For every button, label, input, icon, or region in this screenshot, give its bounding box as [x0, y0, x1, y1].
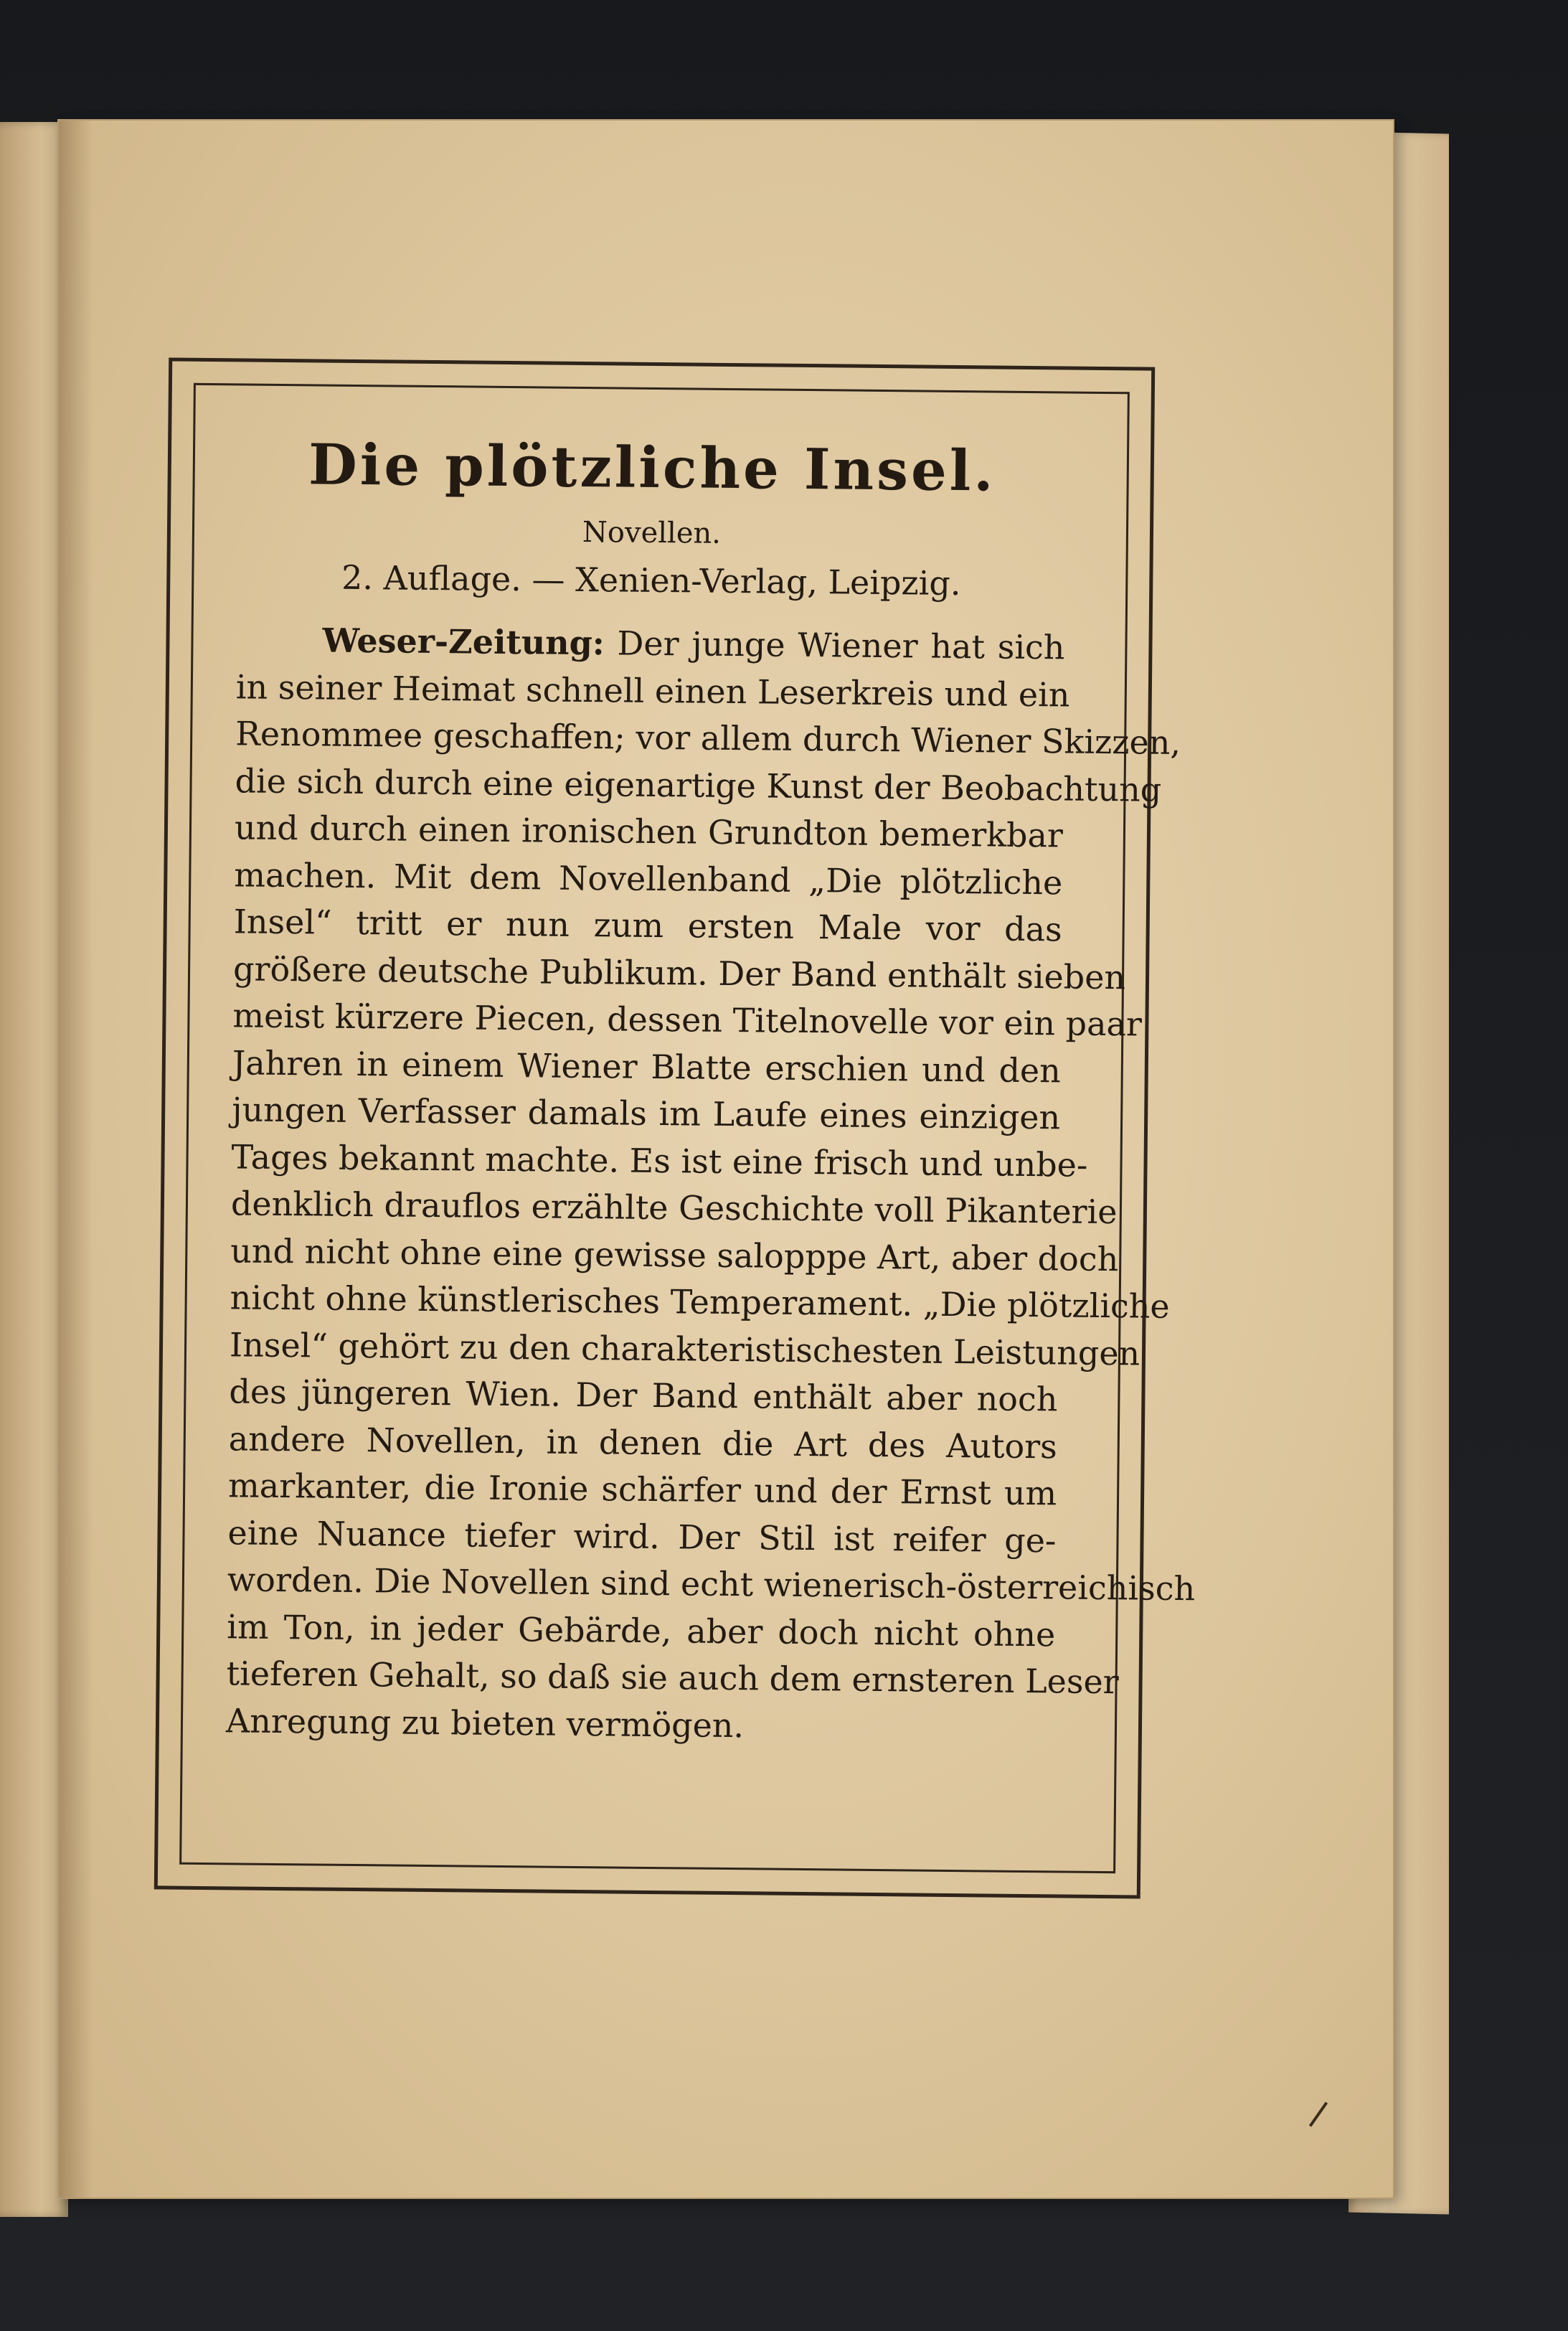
review-line: Tages bekannt machte. Es ist eine frisch und unbe- [231, 1136, 1088, 1185]
review-text [225, 616, 1196, 1752]
review-line: in seiner Heimat schnell einen Leserkreis und ein [235, 667, 1070, 715]
left-page-edge [0, 122, 68, 2217]
book-title: Die plötzliche Insel. [308, 432, 996, 504]
advertisement-frame [154, 357, 1196, 1898]
review-line: Renommee geschaffen; vor allem durch Wiener Skizzen, [235, 714, 1181, 763]
book-subtitle: Novellen. [582, 515, 722, 550]
review-line: eine Nuance tiefer wird. Der Stil ist reifer ge- [227, 1512, 1057, 1560]
review-line: Anregung zu bieten vermögen. [225, 1700, 745, 1745]
review-line: worden. Die Novellen sind echt wienerisch-österreichisch [227, 1560, 1196, 1609]
review-line: Weser-Zeitung: Der junge Wiener hat sich [322, 621, 1065, 667]
edition-publisher: 2. Auflage. — Xenien-Verlag, Leipzig. [341, 557, 961, 603]
advertisement-inner-frame [179, 383, 1196, 1873]
review-line: meist kürzere Piecen, dessen Titelnovelle vor ein paar [232, 996, 1143, 1044]
review-line: machen. Mit dem Novellenband „Die plötzliche [234, 854, 1063, 902]
review-line: Insel“ gehört zu den charakteristischesten Leistungen [229, 1324, 1140, 1373]
review-line: und nicht ohne eine gewisse salopppe Art, aber doch [230, 1230, 1119, 1278]
review-line: des jüngeren Wien. Der Band enthält aber noch [229, 1372, 1058, 1419]
review-line: nicht ohne künstlerisches Temperament. „Die plötzliche [230, 1278, 1170, 1326]
review-source: Weser-Zeitung: [322, 621, 605, 663]
advertisement-content [225, 428, 1196, 1752]
review-line: im Ton, in jeder Gebärde, aber doch nicht ohne [227, 1606, 1056, 1654]
review-line: und durch einen ironischen Grundton bemerkbar [234, 808, 1064, 855]
review-line: tieferen Gehalt, so daß sie auch dem ernsteren Leser [226, 1654, 1119, 1702]
review-line: größere deutsche Publikum. Der Band enthält sieben [232, 948, 1126, 997]
review-line: Jahren in einem Wiener Blatte erschien und den [232, 1042, 1062, 1090]
review-line: die sich durch eine eigenartige Kunst der Beobachtung [235, 760, 1162, 809]
page-gutter-shadow [59, 121, 93, 2198]
review-line: Insel“ tritt er nun zum ersten Male vor das [233, 902, 1062, 949]
review-line: markanter, die Ironie schärfer und der Ernst um [227, 1466, 1057, 1513]
review-line: denklich drauflos erzählte Geschichte voll Pikanterie [230, 1184, 1118, 1232]
review-line: jungen Verfasser damals im Laufe eines einzigen [231, 1090, 1061, 1137]
review-line: andere Novellen, in denen die Art des Autors [228, 1418, 1058, 1466]
